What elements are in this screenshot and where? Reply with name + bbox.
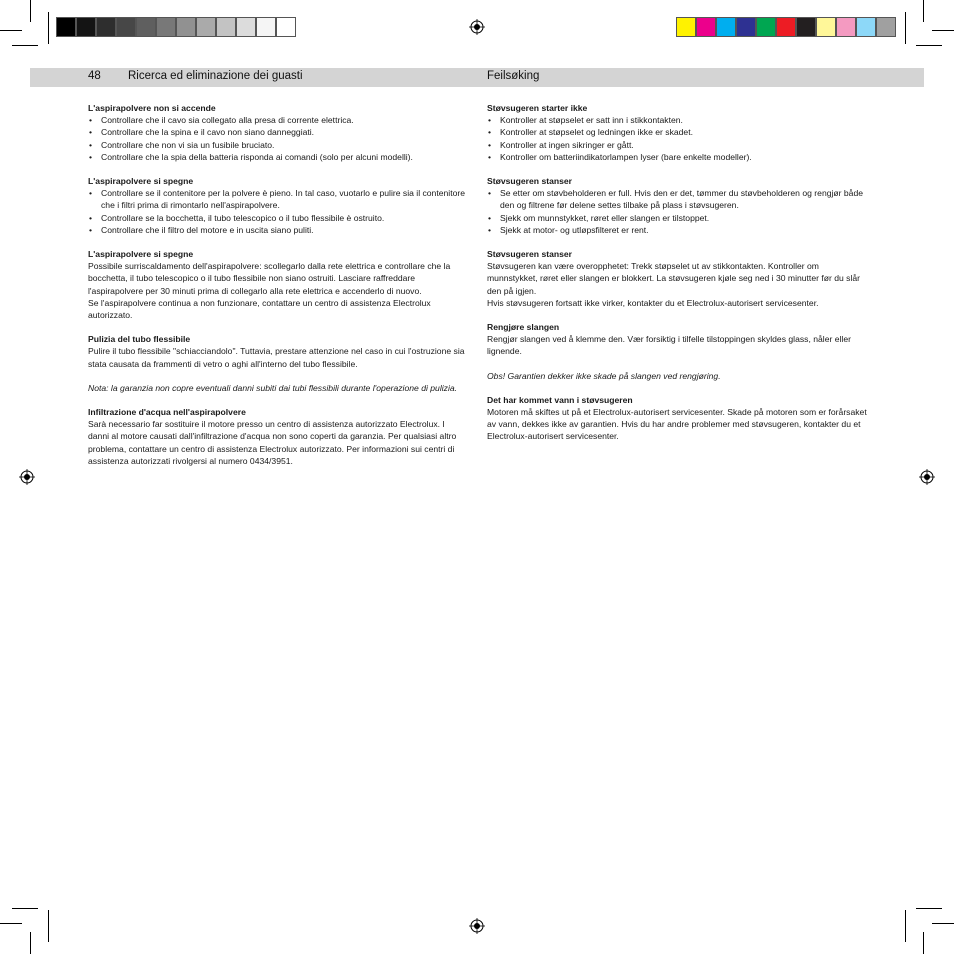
- paragraph: Se l'aspirapolvere continua a non funzionare, contattare un centro di assistenza Electrolux autorizzato.: [88, 297, 431, 321]
- section-heading: Støvsugeren starter ikke: [487, 103, 588, 113]
- italian-column: [88, 102, 468, 479]
- bullet-list: [487, 187, 867, 236]
- color-swatch: [216, 17, 236, 37]
- list-item: • Controllare che la spia della batteria risponda ai comandi (solo per alcuni modelli).: [88, 151, 468, 163]
- list-item: • Controllare che il filtro del motore e in uscita siano puliti.: [88, 224, 468, 236]
- registration-mark-icon: [469, 918, 485, 934]
- note-block: [487, 370, 867, 382]
- color-swatch: [96, 17, 116, 37]
- color-swatch: [676, 17, 696, 37]
- crop-mark: [48, 910, 49, 942]
- color-swatch: [116, 17, 136, 37]
- paragraph: Støvsugeren kan være overopphetet: Trekk støpselet ut av stikkontakten. Kontroller om munnstykket, røret eller slangen er blokkert. La støvsugeren kjøle seg ned i 30 minutter før du slår den på igjen.: [487, 261, 861, 296]
- troubleshoot-section: [88, 333, 468, 370]
- paragraph: Possibile surriscaldamento dell'aspirapolvere: scollegarlo dalla rete elettrica e controllare che la bocchetta, il tubo telescopico o il tubo flessibile non siano ostruiti. Lasciare raffreddare l'aspirapolvere per 30 minuti prima di collegarlo alla rete elettrica e accenderlo di nuovo.: [88, 261, 451, 296]
- color-swatch: [816, 17, 836, 37]
- crop-mark: [48, 12, 49, 44]
- crop-mark: [12, 908, 38, 909]
- page-number: 48: [88, 70, 101, 82]
- color-swatch: [836, 17, 856, 37]
- grayscale-color-bar: [56, 17, 296, 37]
- crop-mark: [932, 30, 954, 31]
- list-item: • Kontroller at støpselet er satt inn i stikkontakten.: [487, 114, 867, 126]
- list-item: • Controllare che il cavo sia collegato alla presa di corrente elettrica.: [88, 114, 468, 126]
- troubleshoot-section: [487, 394, 867, 443]
- color-swatch: [56, 17, 76, 37]
- crop-mark: [916, 45, 942, 46]
- color-swatch: [856, 17, 876, 37]
- section-title-italian: Ricerca ed eliminazione dei guasti: [128, 70, 303, 82]
- color-swatch: [736, 17, 756, 37]
- color-swatch: [796, 17, 816, 37]
- section-heading: Infiltrazione d'acqua nell'aspirapolvere: [88, 407, 246, 418]
- crop-mark: [905, 910, 906, 942]
- crop-mark: [923, 0, 924, 22]
- color-swatch: [276, 17, 296, 37]
- color-swatch: [876, 17, 896, 37]
- crop-mark: [905, 12, 906, 44]
- section-heading: L'aspirapolvere non si accende: [88, 103, 216, 113]
- list-item: • Controllare se il contenitore per la polvere è pieno. In tal caso, vuotarlo e pulire sia il contenitore che i filtri prima di rimontarlo nell'aspirapolvere.: [88, 187, 468, 211]
- section-heading: Pulizia del tubo flessibile: [88, 334, 191, 345]
- crop-mark: [0, 30, 22, 31]
- list-item: • Sjekk om munnstykket, røret eller slangen er tilstoppet.: [487, 212, 867, 224]
- troubleshoot-section: [88, 102, 468, 163]
- page-header-bar: [30, 68, 924, 87]
- section-heading: Støvsugeren stanser: [487, 249, 573, 260]
- paragraph: Motoren må skiftes ut på et Electrolux-autorisert servicesenter. Skade på motoren som er forårsaket av vann, dekkes ikke av garantien. Hvis du har andre problemer med støvsugeren, kontakter du et Electrolux-autorisert servicesenter.: [487, 407, 867, 442]
- registration-mark-icon: [19, 469, 35, 485]
- section-heading: Støvsugeren stanser: [487, 176, 573, 187]
- bullet-list: [88, 114, 468, 163]
- note-text: Nota: la garanzia non copre eventuali danni subiti dai tubi flessibili durante l'operazione di pulizia.: [88, 382, 458, 393]
- list-item: • Sjekk at motor- og utløpsfilteret er rent.: [487, 224, 867, 236]
- color-swatch: [196, 17, 216, 37]
- crop-mark: [30, 932, 31, 954]
- list-item: • Controllare se la bocchetta, il tubo telescopico o il tubo flessibile è ostruito.: [88, 212, 468, 224]
- paragraph: Rengjør slangen ved å klemme den. Vær forsiktig i tilfelle tilstoppingen skyldes glass, nåler eller lignende.: [487, 334, 851, 357]
- list-item: • Se etter om støvbeholderen er full. Hvis den er det, tømmer du støvbeholderen og rengjør både den og filtrene før delene settes tilbake på plass i støvsugeren.: [487, 187, 867, 211]
- color-swatch: [76, 17, 96, 37]
- color-swatch: [716, 17, 736, 37]
- troubleshoot-section: [487, 321, 867, 358]
- paragraph: Sarà necessario far sostituire il motore presso un centro di assistenza autorizzato Electrolux. I danni al motore causati dall'infiltrazione d'acqua non sono coperti da garanzia. Per qualsiasi altro problema, contattare un centro di assistenza Electrolux autorizzato. Per informazioni sui centri di assistenza autorizzati rivolgersi al numero 0434/3951.: [88, 419, 457, 466]
- color-swatch: [756, 17, 776, 37]
- troubleshoot-section: [487, 175, 867, 236]
- paragraph: Hvis støvsugeren fortsatt ikke virker, kontakter du et Electrolux-autorisert servicesenter.: [487, 297, 819, 308]
- process-color-bar: [676, 17, 896, 37]
- troubleshoot-section: [88, 406, 468, 467]
- color-swatch: [256, 17, 276, 37]
- troubleshoot-section: [487, 248, 867, 309]
- bullet-list: [487, 114, 867, 163]
- section-heading: Det har kommet vann i støvsugeren: [487, 394, 633, 405]
- troubleshoot-section: [487, 102, 867, 163]
- registration-mark-icon: [469, 19, 485, 35]
- troubleshoot-section: [88, 175, 468, 236]
- crop-mark: [932, 923, 954, 924]
- registration-mark-icon: [919, 469, 935, 485]
- list-item: • Controllare che non vi sia un fusibile bruciato.: [88, 139, 468, 151]
- crop-mark: [12, 45, 38, 46]
- bullet-list: [88, 187, 468, 236]
- section-title-norwegian: Feilsøking: [487, 70, 540, 82]
- color-swatch: [136, 17, 156, 37]
- color-swatch: [776, 17, 796, 37]
- section-heading: Rengjøre slangen: [487, 322, 560, 333]
- list-item: • Kontroller at støpselet og ledningen ikke er skadet.: [487, 126, 867, 138]
- troubleshoot-section: [88, 248, 468, 321]
- paragraph: Pulire il tubo flessibile "schiacciandolo". Tuttavia, prestare attenzione nel caso in cui l'ostruzione sia stata causata da frammenti di vetro o aghi all'interno del tubo flessibile.: [88, 346, 465, 369]
- note-block: [88, 382, 468, 394]
- crop-mark: [916, 908, 942, 909]
- color-swatch: [236, 17, 256, 37]
- color-swatch: [156, 17, 176, 37]
- color-swatch: [696, 17, 716, 37]
- list-item: • Kontroller at ingen sikringer er gått.: [487, 139, 867, 151]
- crop-mark: [30, 0, 31, 22]
- list-item: • Kontroller om batteriindikatorlampen lyser (bare enkelte modeller).: [487, 151, 867, 163]
- section-heading: L'aspirapolvere si spegne: [88, 176, 194, 187]
- color-swatch: [176, 17, 196, 37]
- list-item: • Controllare che la spina e il cavo non siano danneggiati.: [88, 126, 468, 138]
- note-text: Obs! Garantien dekker ikke skade på slangen ved rengjøring.: [487, 370, 721, 381]
- norwegian-column: [487, 102, 867, 455]
- crop-mark: [0, 923, 22, 924]
- crop-mark: [923, 932, 924, 954]
- section-heading: L'aspirapolvere si spegne: [88, 249, 194, 260]
